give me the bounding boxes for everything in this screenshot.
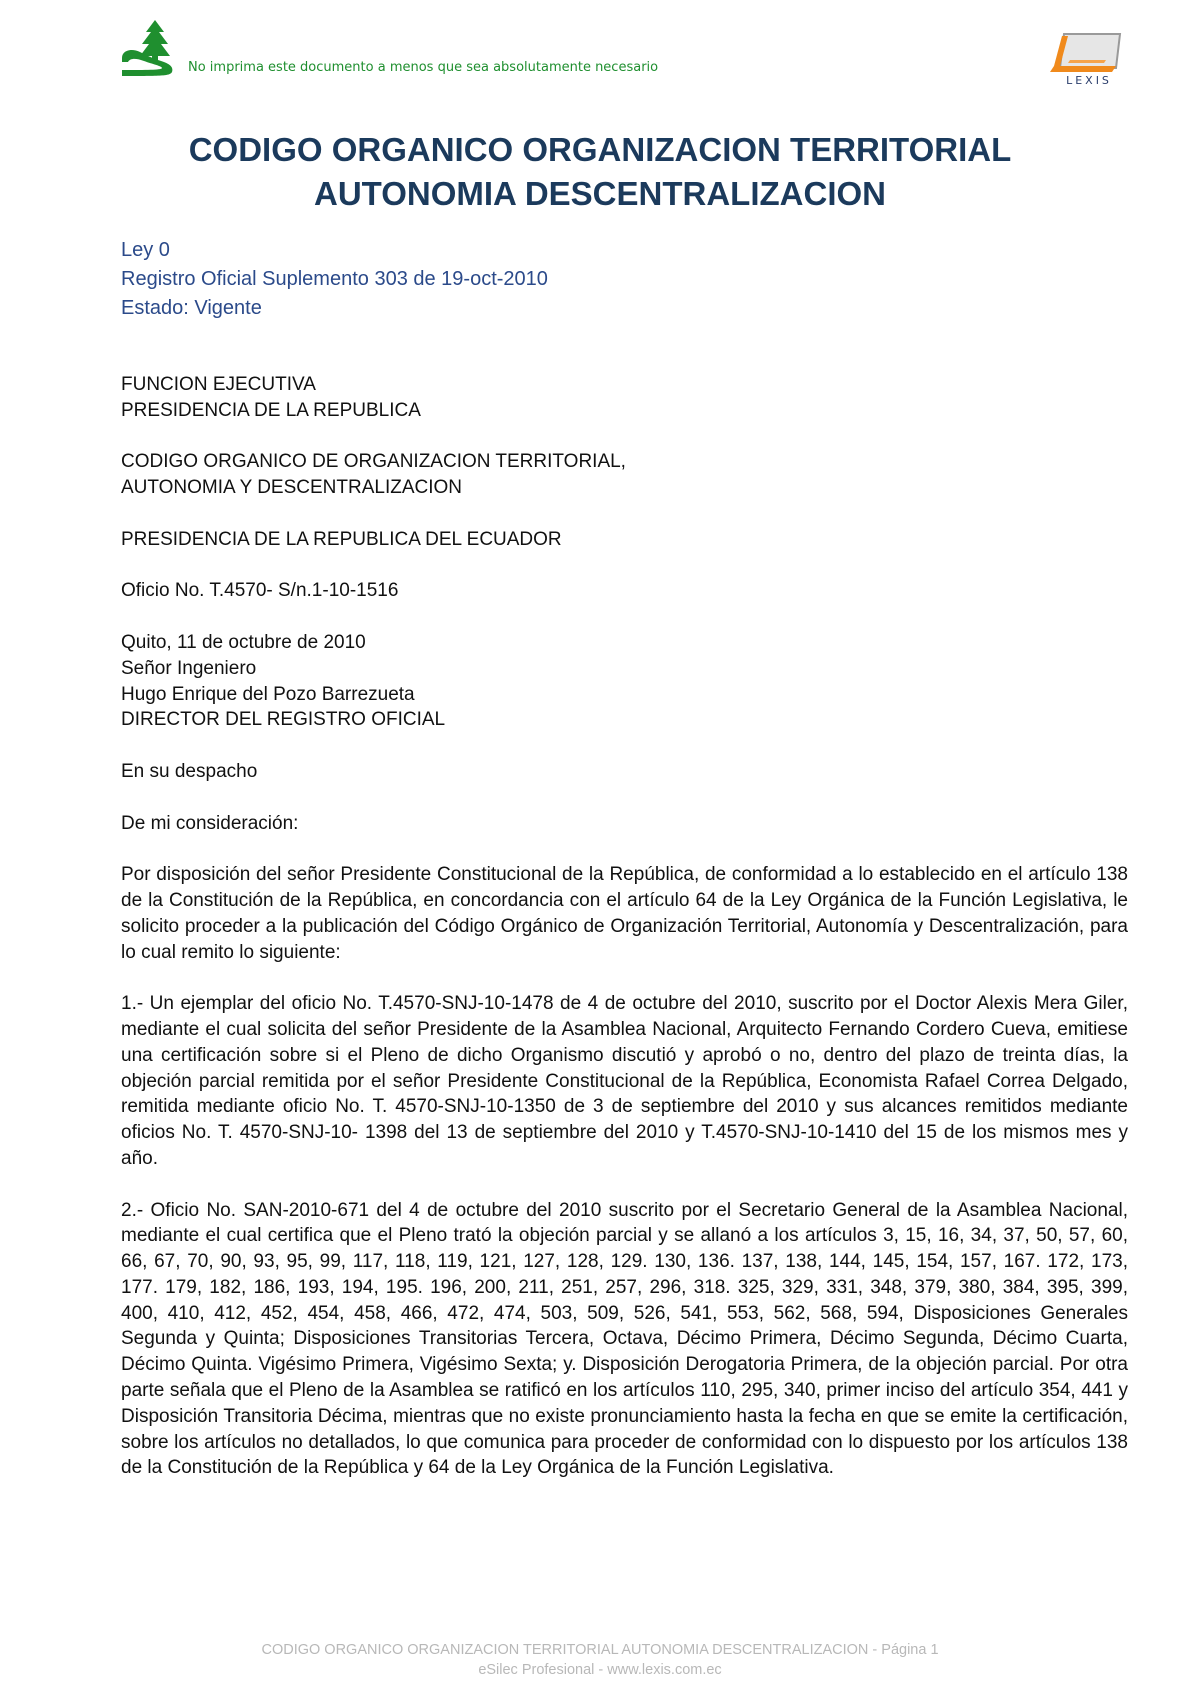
meta-estado: Estado: Vigente (121, 297, 262, 319)
en-su-despacho: En su despacho (121, 760, 258, 782)
lexis-logo-text: LEXIS (1066, 74, 1112, 87)
codigo-line-2: AUTONOMIA Y DESCENTRALIZACION (121, 477, 463, 499)
oficio-number: Oficio No. T.4570- S/n.1-10-1516 (121, 580, 399, 602)
block-funcion (121, 372, 1128, 424)
eco-print-notice: No imprima este documento a menos que sea absolutamente necesario (188, 60, 659, 75)
block-codigo (121, 449, 1128, 501)
paragraph-1: Por disposición del señor Presidente Constitucional de la República, de conformidad a lo establecido en el artículo 138 de la Constitución de la República, en concordancia con el artículo 64 de la Ley Orgánica de la Función Legislativa, le solicito proceder a la publicación del Código Orgánico de Organización Territorial, Autonomía y Descentralización, para lo cual remito lo siguiente: (121, 864, 1128, 963)
codigo-line-1: CODIGO ORGANICO DE ORGANIZACION TERRITORIAL, (121, 451, 626, 473)
paragraph-3: 2.- Oficio No. SAN-2010-671 del 4 de octubre del 2010 suscrito por el Secretario General de la Asamblea Nacional, mediante el cual certifica que el Pleno trató la objeción parcial y se allanó a los artículos 3, 15, 16, 34, 37, 50, 57, 60, 66, 67, 70, 90, 93, 95, 99, 117, 118, 119, 121, 127, 128, 129. 130, 136. 137, 138, 144, 145, 154, 157, 167. 172, 173, 177. 179, 182, 186, 193, 194, 195. 196, 200, 211, 251, 257, 296, 318. 325, 329, 331, 348, 379, 380, 384, 395, 399, 400, 410, 412, 452, 454, 458, 466, 472, 474, 503, 509, 526, 541, 553, 562, 568, 594, Disposiciones Generales Segunda y Quinta; Disposiciones Transitorias Tercera, Octava, Décimo Primera, Décimo Segunda, Décimo Cuarta, Décimo Quinta. Vigésimo Primera, Vigésimo Sexta; y. Disposición Derogatoria Primera, de la objeción parcial. Por otra parte señala que el Pleno de la Asamblea se ratificó en los artículos 110, 295, 340, primer inciso del artículo 354, 441 y Disposición Transitoria Décima, mientras que no existe pronunciamiento hasta la fecha en que se emite la certificación, sobre los artículos no detallados, lo que comunica para proceder de conformidad con lo dispuesto por los artículos 138 de la Constitución de la República y 64 de la Ley Orgánica de la Función Legislativa. (121, 1199, 1128, 1479)
meta-registro: Registro Oficial Suplemento 303 de 19-oct-2010 (121, 268, 548, 290)
addressee-role: DIRECTOR DEL REGISTRO OFICIAL (121, 709, 446, 731)
presidencia-republica: PRESIDENCIA DE LA REPUBLICA (121, 399, 421, 421)
footer-title-page: CODIGO ORGANICO ORGANIZACION TERRITORIAL AUTONOMIA DESCENTRALIZACION - Página 1 (261, 1642, 939, 1658)
meta-ley: Ley 0 (121, 239, 170, 261)
paragraph-2: 1.- Un ejemplar del oficio No. T.4570-SNJ-10-1478 de 4 de octubre del 2010, suscrito por el Doctor Alexis Mera Giler, mediante el cual solicita del señor Presidente de la Asamblea Nacional, Arquitecto Fernando Cordero Cueva, emitiese una certificación sobre si el Pleno de dicho Organismo discutió y aprobó o no, dentro del plazo de treinta días, la objeción parcial remitida por el señor Presidente Constitucional de la República, Economista Rafael Correa Delgado, remitida mediante oficio No. T. 4570-SNJ-10-1350 de 3 de septiembre del 2010 y sus alcances remitidos mediante oficios No. T. 4570-SNJ-10- 1398 del 13 de septiembre del 2010 y T.4570-SNJ-10-1410 del 15 de los mismos mes y año. (121, 993, 1128, 1169)
eco-tree-icon (118, 18, 178, 78)
title-line-2: AUTONOMIA DESCENTRALIZACION (314, 175, 886, 212)
block-addressee (121, 630, 1128, 733)
title-line-1: CODIGO ORGANICO ORGANIZACION TERRITORIAL (188, 131, 1012, 168)
document-title (120, 128, 1080, 216)
funcion-ejecutiva: FUNCION EJECUTIVA (121, 374, 316, 395)
page-footer (0, 1640, 1200, 1680)
document-body (121, 372, 1128, 1507)
salutation: De mi consideración: (121, 812, 299, 834)
letter-date: Quito, 11 de octubre de 2010 (121, 631, 366, 653)
document-meta (121, 236, 548, 323)
presidencia-ecuador: PRESIDENCIA DE LA REPUBLICA DEL ECUADOR (121, 528, 562, 550)
addressee-title: Señor Ingeniero (121, 657, 257, 679)
addressee-name: Hugo Enrique del Pozo Barrezueta (121, 683, 415, 705)
footer-site: eSilec Profesional - www.lexis.com.ec (478, 1662, 722, 1678)
